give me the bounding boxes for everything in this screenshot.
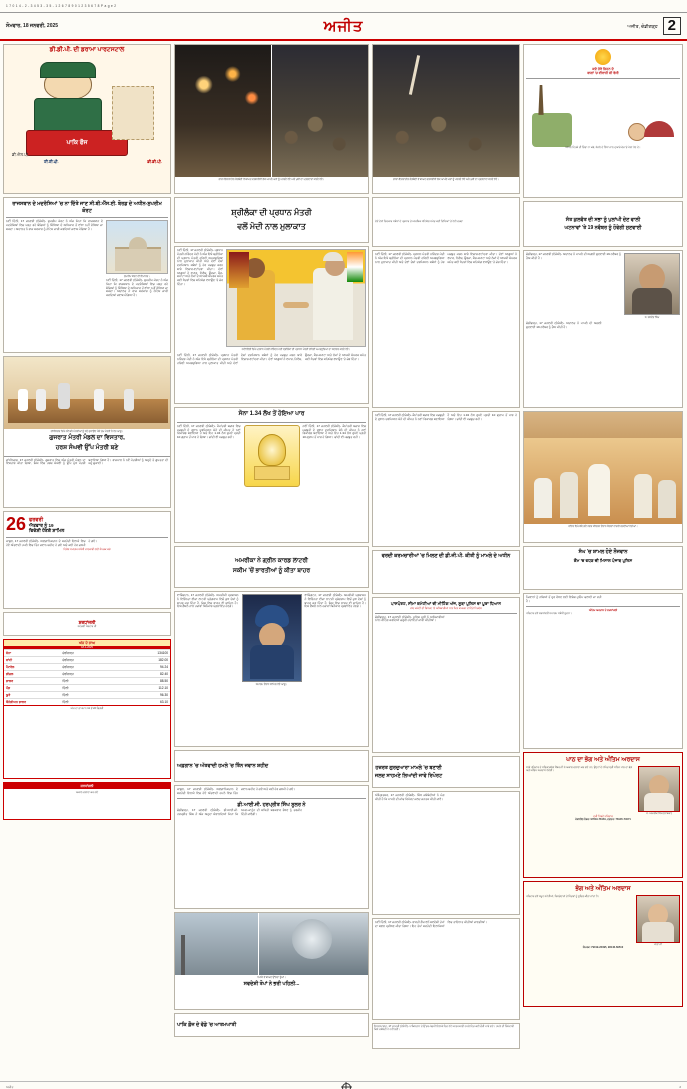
article-gujarat: [3, 356, 171, 508]
ad-bhog-1-phones: ਮੋਬਾਈਲ ਨੰਬਰ: 97819-78181, ਦਫ਼ਤਰ: 78145-74071: [575, 818, 631, 822]
article-bali-headline-1: ਵਰਦੀ ਕਰਮਚਾਰੀਆਂ 'ਚ ਮਿਲਣ ਦੀ ਡੀ.ਜੀ.ਪੀ. ਕੀਤੀ ਨੂੰ ਮਾਮਲੇ ਦੇ ਅਧੀਨ: [381, 553, 511, 559]
mourn-top-title: ਅੰਤਿਮ ਅਰਦਾਸ ਤੇ ਸ਼ਰਧਾਂਜਲੀ: [588, 608, 618, 612]
article-pak-headline: ਪਾਕਿ ਫ਼ੌਜ ਦੇ ਵੱਡੇ 'ਚ ਆਤਮਘਾਤੀ: [177, 1021, 237, 1028]
lead-kicker: ਦੋਵੇਂ ਦੇਸ਼ਾਂ ਵਿਚਕਾਰ ਸਬੰਧਾਂ ਦੇ ਪ੍ਰਸਾਰ ਤੇ ਆਰਥਿਕ ਸਹਿਯੋਗ ਸਮੇਤ ਕਈ ਵਿਸ਼ਿਆਂ 'ਤੇ ਹੋਈ ਚਰਚਾ: [375, 220, 464, 224]
barcode-text: 1 7 0 1 4 - 2 - 3 4 5 3 - 3 5 - 1 2 6 7 8 9 0 1 2 3 5 6 7 8 P a g e 2: [6, 4, 117, 8]
portrait-photo: [624, 253, 680, 315]
thought-text: ਆਪਣੇ ਵਿਹੜੇ ਦੀ ਚਿੰਤਾ ਨਾ ਕਰੋ, ਸੱਜਣੋ ਦੇ ਹਿੱਸਾ ਜਾਣ ਦੁਆਰੇ ਫੇਰ 'ਤੇ ਮੇਲਾ ਹੋਣ ਦੇ।: [565, 145, 641, 149]
lead-headline-line1: ਸ਼੍ਰੀਲੰਕਾ ਦੀ ਪ੍ਰਧਾਨ ਮੰਤਰੀ: [231, 208, 312, 217]
article-gurdwara-headline-2: ਜਲਦ ਸਾਹਮਣੇ ਲਿਆਂਦੀ ਜਾਵੇ ਰਿਪੋਰਟ: [375, 773, 443, 779]
photo-smoke: [175, 913, 258, 975]
masthead: [0, 13, 687, 41]
article-bali-subhead: ਜਾਂਚ ਕਮੇਟੀ ਦੀ ਰਿਪੋਰਟ 'ਤੇ ਅਧਿਕਾਰੀਆਂ ਨਾਲ ਮਿਲ ਕੇ ਕਰਨ ਦੇ ਦਿੱਤੇ ਨਿਰਦੇਸ਼: [410, 607, 482, 611]
cartoon-title: ਡੀ.ਡੀ.ਪੀ. ਦੀ ਡਰਾਮਾ ਪਾਰਟਸਟਾਲ: [49, 47, 125, 53]
ad-bhog-1-name: ਸ. ਅਮਰੀਕ ਸਿੰਘ (ਸਾਬਕਾ): [646, 812, 672, 815]
rates-row: [4, 684, 170, 691]
article-nri-headline-block: [174, 750, 369, 782]
footer-left: ਅਜੀਤ: [6, 1085, 14, 1089]
rate-value: 82.40: [160, 672, 168, 677]
lead-headline-block: [174, 197, 369, 243]
article-pak-body: ਇਸਲਾਮਾਬਾਦ, 17 ਜਨਵਰੀ (ਏਜੰਸੀ)- ਪਾਕਿਸਤਾਨ ਦੇ ਉੱਤਰ-ਪੱਛਮੀ ਇਲਾਕੇ ਵਿਚ ਹੋਏ ਆਤਮਘਾਤੀ ਹਮਲੇ ਵਿਚ ਕਈ ਫ਼ੌਜੀ ਮਾਰੇ ਗਏ। ਹਮਲੇ ਦੀ ਜ਼ਿੰਮੇਵਾਰੀ ਕਿਸੇ ਜਥੇਬੰਦੀ ਨੇ ਨਹੀਂ ਲਈ।: [374, 1025, 514, 1032]
article-gold-sidebar-body: ਨਵੀਂ ਦਿੱਲੀ, 17 ਜਨਵਰੀ (ਏਜੰਸੀ)- ਕੌਮਾਂਤਰੀ ਬਜ਼ਾਰ ਵਿਚ ਮਜ਼ਬੂਤੀ ਦੇ ਰੁਝਾਨ ਦਰਮਿਆਨ ਸੋਨੇ ਦੀ ਕੀਮਤ ਨੇ ਨਵਾਂ ਰਿਕਾਰਡ ਬਣਾਇਆ ਹੈ ਅਤੇ ਇਹ 1.34 ਲੱਖ ਰੁਪਏ ਪ੍ਰਤੀ 10 ਗ੍ਰਾਮ ਤੋਂ ਪਾਰ ਹੋ ਗਿਆ। ਚਾਂਦੀ ਵੀ ਮਜ਼ਬੂਤ ਰਹੀ।: [375, 413, 517, 421]
edition-label: ਅਜੀਤ, ਚੰਡੀਗੜ੍ਹ: [627, 23, 658, 29]
rate-city: ਦਿੱਲੀ: [62, 700, 69, 705]
cartoon-chair-label: ਪਾਕਿ ਫੌਜ: [66, 139, 88, 146]
ad-sangat-body-block: [523, 593, 683, 749]
page-footer: [0, 1081, 687, 1089]
rate-city: ਚੰਡੀਗੜ੍ਹ: [62, 658, 74, 663]
daily-rates-table: [3, 639, 171, 779]
article-gujarat-headline-2: ਹਰਸ਼ ਸੰਘਵੀ ਉੱਪ ਮੰਤਰੀ ਬਣੇ: [55, 444, 119, 451]
rate-name: ਚਾਂਦੀ: [6, 658, 13, 663]
photo-celebration-3: [373, 45, 519, 177]
date-line: ਸੋਮਵਾਰ, 18 ਜਨਵਰੀ, 2025: [6, 23, 59, 29]
ad-february-number: 26: [6, 514, 27, 534]
article-sant-headline-1: ਸੰਤ ਕੁਲਵੰਤ ਦੀ ਸਭਾ ਨੂੰ ਪੁਲਾਂਘੀ ਦੇਣ ਵਾਲੀ: [565, 216, 641, 223]
condolence-title: ਸ਼ਰਧਾਂਜਲੀ: [78, 619, 96, 625]
article-pak-body-block: [372, 1023, 520, 1049]
ad-february-note: ਵਿਸ਼ੇਸ਼ ਸਮਾਗਮ ਸਬੰਧੀ ਜਾਣਕਾਰੀ ਲਈ ਸੰਪਰਕ ਕਰੋ: [63, 547, 111, 551]
rates-title: ਅੱਜ ਦੇ ਭਾਅ: [4, 640, 170, 646]
rate-value: 134100: [157, 651, 168, 656]
condolence-name: ਸਵਰਗੀ ਸਰਦਾਰ ਜੀ: [77, 624, 97, 628]
ad-sangat-line2: ਕੌਮ 'ਚ ਵਧਣ ਦੀ ਮਿਸਾਲ ਪੰਜਾਬ ਪੁਲਿਸ: [573, 557, 633, 563]
footer-right: 2: [679, 1085, 681, 1089]
article-gold-body-2: ਨਵੀਂ ਦਿੱਲੀ, 17 ਜਨਵਰੀ (ਏਜੰਸੀ)- ਕੌਮਾਂਤਰੀ ਬਜ਼ਾਰ ਵਿਚ ਮਜ਼ਬੂਤੀ ਦੇ ਰੁਝਾਨ ਦਰਮਿਆਨ ਸੋਨੇ ਦੀ ਕੀਮਤ ਨੇ ਨਵਾਂ ਰਿਕਾਰਡ ਬਣਾਇਆ ਹੈ ਅਤੇ ਇਹ 1.34 ਲੱਖ ਰੁਪਏ ਪ੍ਰਤੀ 10 ਗ੍ਰਾਮ ਤੋਂ ਪਾਰ ਹੋ ਗਿਆ। ਚਾਂਦੀ ਵੀ ਮਜ਼ਬੂਤ ਰਹੀ।: [302, 423, 366, 440]
newspaper-logo: ਅਜੀਤ: [323, 17, 364, 35]
photo-celebration-2: [272, 45, 368, 177]
page-number: 2: [663, 17, 681, 35]
print-registration-bar: [0, 0, 687, 13]
lead-body-bottom: ਨਵੀਂ ਦਿੱਲੀ, 17 ਜਨਵਰੀ (ਏਜੰਸੀ)- ਪ੍ਰਧਾਨ ਮੰਤਰੀ ਨਰਿੰਦਰ ਮੋਦੀ ਨੇ ਅੱਜ ਇਥੇ ਸ਼੍ਰੀਲੰਕਾ ਦੀ ਪ੍ਰਧਾਨ ਮੰਤਰੀ ਹਰਿਣੀ ਅਮਰਸੂਰਿਆ ਨਾਲ ਮੁਲਾਕਾਤ ਕੀਤੀ ਅਤੇ ਦੋਵਾਂ ਦੇਸ਼ਾਂ ਦਰਮਿਆਨ ਸਬੰਧਾਂ ਨੂੰ ਹੋਰ ਮਜ਼ਬੂਤ ਕਰਨ ਬਾਰੇ ਵਿਚਾਰ-ਵਟਾਂਦਰਾ ਕੀਤਾ। ਦੋਵਾਂ ਆਗੂਆਂ ਨੇ ਵਪਾਰ, ਨਿਵੇਸ਼, ਊਰਜਾ, ਸੈਰ-ਸਪਾਟਾ ਅਤੇ ਲੋਕਾਂ ਦੇ ਆਪਸੀ ਸੰਪਰਕ ਸਮੇਤ ਕਈ ਖੇਤਰਾਂ ਵਿਚ ਸਹਿਯੋਗ ਵਧਾਉਣ 'ਤੇ ਜ਼ੋਰ ਦਿੱਤਾ।: [177, 353, 366, 365]
lead-sidebar-body: ਨਵੀਂ ਦਿੱਲੀ, 17 ਜਨਵਰੀ (ਏਜੰਸੀ)- ਪ੍ਰਧਾਨ ਮੰਤਰੀ ਨਰਿੰਦਰ ਮੋਦੀ ਨੇ ਅੱਜ ਇਥੇ ਸ਼੍ਰੀਲੰਕਾ ਦੀ ਪ੍ਰਧਾਨ ਮੰਤਰੀ ਹਰਿਣੀ ਅਮਰਸੂਰਿਆ ਨਾਲ ਮੁਲਾਕਾਤ ਕੀਤੀ ਅਤੇ ਦੋਵਾਂ ਦੇਸ਼ਾਂ ਦਰਮਿਆਨ ਸਬੰਧਾਂ ਨੂੰ ਹੋਰ ਮਜ਼ਬੂਤ ਕਰਨ ਬਾਰੇ ਵਿਚਾਰ-ਵਟਾਂਦਰਾ ਕੀਤਾ। ਦੋਵਾਂ ਆਗੂਆਂ ਨੇ ਵਪਾਰ, ਨਿਵੇਸ਼, ਊਰਜਾ, ਸੈਰ-ਸਪਾਟਾ ਅਤੇ ਲੋਕਾਂ ਦੇ ਆਪਸੀ ਸੰਪਰਕ ਸਮੇਤ ਕਈ ਖੇਤਰਾਂ ਵਿਚ ਸਹਿਯੋਗ ਵਧਾਉਣ 'ਤੇ ਜ਼ੋਰ ਦਿੱਤਾ।: [375, 252, 517, 264]
cartoon-foot-label: ਡੀ.ਡੀ.ਪੀ.: [147, 159, 162, 164]
article-gurdwara-headline-block: [372, 756, 520, 788]
lead-kicker-block: [372, 197, 520, 247]
ad-bhog-2: [523, 881, 683, 1007]
column-right: [523, 44, 683, 1078]
article-sant-body: ਚੰਡੀਗੜ੍ਹ, 17 ਜਨਵਰੀ (ਏਜੰਸੀ)- ਅਦਾਲਤ ਨੇ ਮਾਮਲੇ ਦੀ ਅਗਲੀ ਸੁਣਵਾਈ 19 ਨਵੰਬਰ ਨੂੰ ਤੈਅ ਕੀਤੀ ਹੈ।: [526, 252, 621, 260]
photo-celebration-1: [175, 45, 271, 177]
article-rajasthan: [3, 197, 171, 353]
rates-row: [4, 691, 170, 698]
procession-caption: ਸ਼ਹਿਰ ਵਿਖੇ ਕੱਢੇ ਗਏ ਨਗਰ ਕੀਰਤਨ ਦੌਰਾਨ ਸੰਗਤਾਂ ਹਾਜ਼ਰੀ ਭਰਦੀਆਂ ਹੋਈਆਂ।: [568, 525, 638, 528]
article-gold-headline: ਸੋਨਾ 1.34 ਲੱਖ ਤੋਂ ਹੋਇਆ ਪਾਰ: [238, 411, 305, 417]
notice-text: ਅਕਾਲ ਚਲਾਣਾ ਕਰ ਗਏ: [75, 791, 99, 794]
rates-row: [4, 677, 170, 684]
article-bali-body: ਚੰਡੀਗੜ੍ਹ, 17 ਜਨਵਰੀ (ਏਜੰਸੀ)- ਪੁਲਿਸ ਮੁਖੀ ਨੇ ਅਧਿਕਾਰੀਆਂ ਨਾਲ ਮੀਟਿੰਗ ਕਰਦਿਆਂ ਜ਼ਰੂਰੀ ਹਦਾਇਤਾਂ ਜਾਰੀ ਕੀਤੀਆਂ।: [375, 614, 445, 623]
article-gujarat-body: ਗਾਂਧੀਨਗਰ, 17 ਜਨਵਰੀ (ਏਜੰਸੀ)- ਗੁਜਰਾਤ ਵਿਚ ਅੱਜ ਮੰਤਰੀ ਮੰਡਲ ਦਾ ਵਿਸਤਾਰ ਕੀਤਾ ਗਿਆ, ਜਿਸ ਵਿਚ ਹਰਸ਼ ਸੰਘਵੀ ਨੂੰ ਉੱਪ ਮੁੱਖ ਮੰਤਰੀ ਬਣਾਇਆ ਗਿਆ ਹੈ। ਰਾਜਪਾਲ ਨੇ ਨਵੇਂ ਮੰਤਰੀਆਂ ਨੂੰ ਅਹੁਦੇ ਤੇ ਗੁਪਤਤਾ ਦੀ ਸਹੁੰ ਚੁਕਾਈ।: [6, 457, 168, 466]
gaza-photo-set: [174, 44, 369, 194]
rate-city: ਦਿੱਲੀ: [62, 686, 69, 691]
lead-photo-caption: ਨਵੀਂ ਦਿੱਲੀ ਵਿਖੇ ਪ੍ਰਧਾਨ ਮੰਤਰੀ ਨਰਿੰਦਰ ਮੋਦੀ ਸ਼੍ਰੀਲੰਕਾ ਦੀ ਪ੍ਰਧਾਨ ਮੰਤਰੀ ਹਰਿਣੀ ਅਮਰਸੂਰਿਆ ਦਾ ਸਵਾਗਤ ਕਰਦੇ ਹੋਏ।: [241, 348, 351, 351]
rates-row: [4, 663, 170, 670]
baba-photo-caption: ਸਮਾਗਮ ਦੌਰਾਨ ਸ਼ਾਮਿਲ ਹੋਏ ਆਗੂ।: [255, 683, 288, 686]
rates-footer: ਅੱਜ ਦਾ ਤਾਪਮਾਨ 11 ਤੋਂ 22 ਡਿਗਰੀ: [4, 705, 170, 711]
article-america-headline-block: [174, 546, 369, 588]
page-grid: [0, 41, 687, 1081]
portrait-caption: ਸ. ਜਸਵੰਤ ਸਿੰਘ: [644, 316, 660, 319]
rate-value: 112.10: [158, 686, 168, 691]
article-gurdwara-body: ਅੰਮ੍ਰਿਤਸਰ, 17 ਜਨਵਰੀ (ਏਜੰਸੀ)- ਸਿੱਖ ਜਥੇਬੰਦੀਆਂ ਨੇ ਮੰਗ ਕੀਤੀ ਹੈ ਕਿ ਮਾਮਲੇ ਦੀ ਜਾਂਚ ਰਿਪੋਰਟ ਜਲਦ ਜਨਤਕ ਕੀਤੀ ਜਾਵੇ।: [375, 793, 445, 801]
blast-photo-caption: ਧਮਾਕੇ ਤੋਂ ਬਾਅਦ ਉੱਠਦਾ ਧੂੰਆਂ।: [257, 976, 286, 979]
rate-value: 88.50: [160, 679, 168, 684]
rates-row: [4, 670, 170, 677]
rate-name: ਡੀਜ਼ਲ: [6, 672, 14, 677]
gaza-photo-caption: ਗਾਜ਼ਾ-ਇਜ਼ਰਾਈਲ ਜੰਗਬੰਦੀ ਤੋਂ ਬਾਅਦ ਫਲਸਤੀਨੀ ਲੋਕ ਆਪਣੇ ਘਰਾਂ ਨੂੰ ਪਰਤਦੇ ਹੋਏ ਅਤੇ ਖੁਸ਼ੀ ਦਾ ਪ੍ਰਗਟਾਵਾ ਕਰਦੇ ਹੋਏ।: [218, 178, 325, 181]
ad-condolence-small: [3, 612, 171, 636]
lead-sidebar-text: [372, 250, 520, 408]
rate-name: ਪੈਟਰੋਲ: [6, 665, 15, 670]
gujarat-photo-caption: ਗਾਂਧੀਨਗਰ ਵਿਖੇ ਨਵੇਂ ਬਣੇ ਮੰਤਰੀਆਂ ਨੂੰ ਸਹੁੰ ਚੁਕਾਉਣ ਮੌਕੇ ਮੁੱਖ ਮੰਤਰੀ ਤੇ ਹੋਰ ਆਗੂ।: [50, 430, 124, 433]
article-sant-body-2: ਚੰਡੀਗੜ੍ਹ, 17 ਜਨਵਰੀ (ਏਜੰਸੀ)- ਅਦਾਲਤ ਨੇ ਮਾਮਲੇ ਦੀ ਅਗਲੀ ਸੁਣਵਾਈ 19 ਨਵੰਬਰ ਨੂੰ ਤੈਅ ਕੀਤੀ ਹੈ।: [526, 321, 602, 329]
rate-city: ਦਿੱਲੀ: [62, 693, 69, 698]
ad-february-line1: ਐਤਵਾਰ ਨੂੰ 19: [29, 522, 54, 528]
rate-city: ਦਿੱਲੀ: [62, 679, 69, 684]
rate-value: 94.24: [160, 665, 168, 670]
cartoon-small-label: ਟੀ.ਟੀ.ਪੀ.: [44, 159, 59, 164]
article-america-headline-1: ਅਮਰੀਕਾ ਨੇ ਗ੍ਰੀਨ ਕਾਰਡ ਲਾਟਰੀ: [235, 558, 308, 565]
article-america-body: ਵਾਸ਼ਿੰਗਟਨ, 17 ਜਨਵਰੀ (ਏਜੰਸੀ)- ਅਮਰੀਕੀ ਪ੍ਰਸ਼ਾਸਨ ਨੇ ਵਿਭਿੰਨਤਾ ਵੀਜ਼ਾ ਲਾਟਰੀ ਪ੍ਰੋਗਰਾਮ ਵਿਚੋਂ ਕੁਝ ਦੇਸ਼ਾਂ ਨੂੰ ਬਾਹਰ ਕਰ ਦਿੱਤਾ ਹੈ, ਜਿਸ ਵਿਚ ਭਾਰਤ ਵੀ ਸ਼ਾਮਿਲ ਹੈ। ਇਸ ਫ਼ੈਸਲੇ ਨਾਲ ਹਜ਼ਾਰਾਂ ਬਿਨੈਕਾਰ ਪ੍ਰਭਾਵਿਤ ਹੋਣਗੇ।: [177, 593, 239, 609]
column-center-right: [372, 44, 520, 1078]
article-rajasthan-body-2: ਨਵੀਂ ਦਿੱਲੀ, 17 ਜਨਵਰੀ (ਏਜੰਸੀ)- ਸੁਪਰੀਮ ਕੋਰਟ ਨੇ ਅੱਜ ਕਿਹਾ ਕਿ ਰਾਜਸਥਾਨ ਦੇ ਮਦਰੱਸਿਆਂ ਵਿਚ ਪੜ੍ਹ ਰਹੇ ਬੱਚਿਆਂ ਨੂੰ ਸਿੱਖਿਆ ਦੇ ਅਧਿਕਾਰ ਤੋਂ ਵਾਂਝਾ ਨਹੀਂ ਰੱਖਿਆ ਜਾ ਸਕਦਾ। ਅਦਾਲਤ ਨੇ ਰਾਜ ਸਰਕਾਰ ਨੂੰ ਨੋਟਿਸ ਜਾਰੀ ਕਰਦਿਆਂ ਜਵਾਬ ਮੰਗਿਆ ਹੈ।: [106, 278, 168, 297]
article-america-body-2: ਵਾਸ਼ਿੰਗਟਨ, 17 ਜਨਵਰੀ (ਏਜੰਸੀ)- ਅਮਰੀਕੀ ਪ੍ਰਸ਼ਾਸਨ ਨੇ ਵਿਭਿੰਨਤਾ ਵੀਜ਼ਾ ਲਾਟਰੀ ਪ੍ਰੋਗਰਾਮ ਵਿਚੋਂ ਕੁਝ ਦੇਸ਼ਾਂ ਨੂੰ ਬਾਹਰ ਕਰ ਦਿੱਤਾ ਹੈ, ਜਿਸ ਵਿਚ ਭਾਰਤ ਵੀ ਸ਼ਾਮਿਲ ਹੈ। ਇਸ ਫ਼ੈਸਲੇ ਨਾਲ ਹਜ਼ਾਰਾਂ ਬਿਨੈਕਾਰ ਪ੍ਰਭਾਵਿਤ ਹੋਣਗੇ।: [304, 593, 366, 609]
ad-bhog-2-title: ਭੋਗ ਅਤੇ ਅੰਤਿਮ ਅਰਦਾਸ: [575, 886, 631, 892]
ad-sangat-line1: ਸੰਘ 'ਚ ਸ਼ਾਮਲ ਹੋਏ ਨੌਜਵਾਨ: [578, 549, 628, 555]
ad-sangat-headline-block: [523, 546, 683, 590]
rate-value: 96.30: [160, 693, 168, 698]
article-gold-body: ਨਵੀਂ ਦਿੱਲੀ, 17 ਜਨਵਰੀ (ਏਜੰਸੀ)- ਕੌਮਾਂਤਰੀ ਬਜ਼ਾਰ ਵਿਚ ਮਜ਼ਬੂਤੀ ਦੇ ਰੁਝਾਨ ਦਰਮਿਆਨ ਸੋਨੇ ਦੀ ਕੀਮਤ ਨੇ ਨਵਾਂ ਰਿਕਾਰਡ ਬਣਾਇਆ ਹੈ ਅਤੇ ਇਹ 1.34 ਲੱਖ ਰੁਪਏ ਪ੍ਰਤੀ 10 ਗ੍ਰਾਮ ਤੋਂ ਪਾਰ ਹੋ ਗਿਆ। ਚਾਂਦੀ ਵੀ ਮਜ਼ਬੂਤ ਰਹੀ।: [177, 423, 241, 440]
photo-blast: [259, 913, 368, 975]
article-gold-sidebar: [372, 411, 520, 547]
rate-name: ਸੋਨਾ: [6, 651, 12, 656]
lead-body-col1: ਨਵੀਂ ਦਿੱਲੀ, 17 ਜਨਵਰੀ (ਏਜੰਸੀ)- ਪ੍ਰਧਾਨ ਮੰਤਰੀ ਨਰਿੰਦਰ ਮੋਦੀ ਨੇ ਅੱਜ ਇਥੇ ਸ਼੍ਰੀਲੰਕਾ ਦੀ ਪ੍ਰਧਾਨ ਮੰਤਰੀ ਹਰਿਣੀ ਅਮਰਸੂਰਿਆ ਨਾਲ ਮੁਲਾਕਾਤ ਕੀਤੀ ਅਤੇ ਦੋਵਾਂ ਦੇਸ਼ਾਂ ਦਰਮਿਆਨ ਸਬੰਧਾਂ ਨੂੰ ਹੋਰ ਮਜ਼ਬੂਤ ਕਰਨ ਬਾਰੇ ਵਿਚਾਰ-ਵਟਾਂਦਰਾ ਕੀਤਾ। ਦੋਵਾਂ ਆਗੂਆਂ ਨੇ ਵਪਾਰ, ਨਿਵੇਸ਼, ਊਰਜਾ, ਸੈਰ-ਸਪਾਟਾ ਅਤੇ ਲੋਕਾਂ ਦੇ ਆਪਸੀ ਸੰਪਰਕ ਸਮੇਤ ਕਈ ਖੇਤਰਾਂ ਵਿਚ ਸਹਿਯੋਗ ਵਧਾਉਣ 'ਤੇ ਜ਼ੋਰ ਦਿੱਤਾ।: [177, 248, 223, 286]
rate-value: 182.00: [158, 658, 168, 663]
sun-icon: [595, 49, 611, 65]
rate-name: ਪੌਂਡ: [6, 686, 11, 691]
column-center-left: [174, 44, 369, 1078]
notice-title: ਸ਼ਰਧਾਂਜਲੀ: [4, 783, 170, 789]
article-gurdwara-body-block: [372, 791, 520, 915]
cartoon-under-label: ਡੀ.ਐਲ.ਪੀ.: [12, 152, 30, 157]
lead-headline-line2: ਵਲੋਂ ਮੋਦੀ ਨਾਲ ਮੁਲਾਕਾਤ: [237, 222, 306, 231]
ad-bhog-1-family: ਦੁਖੀ ਹਿਰਦੇ ਪਰਿਵਾਰ: [593, 815, 613, 819]
mourn-top-body: ਪਰਿਵਾਰ ਵਲੋਂ ਸ਼ਰਧਾਂਜਲੀ ਸਮਾਗਮ ਸਬੰਧੀ ਸੂਚਨਾ।: [526, 611, 573, 615]
article-dig-body: ਚੰਡੀਗੜ੍ਹ, 17 ਜਨਵਰੀ (ਏਜੰਸੀ)- ਡੀ.ਆਈ.ਜੀ. ਹਰਪ੍ਰੀਤ ਸਿੰਘ ਨੇ ਅੱਜ ਅਹੁਦਾ ਸੰਭਾਲਦਿਆਂ ਕਿਹਾ ਕਿ ਅਮਨ-ਕਾਨੂੰਨ ਦੀ ਸਥਿਤੀ ਬਰਕਰਾਰ ਰੱਖਣ ਨੂੰ ਤਰਜੀਹ ਦਿੱਤੀ ਜਾਵੇਗੀ।: [177, 808, 302, 816]
blast-photo-block: [174, 912, 369, 1010]
ad-february-body: ਕਾਬੁਲ, 17 ਜਨਵਰੀ (ਏਜੰਸੀ)- ਅਫ਼ਗਾਨਿਸਤਾਨ ਦੇ ਸਰਹੱਦੀ ਇਲਾਕੇ ਵਿਚ ਹੋਏ ਅੱਤਵਾਦੀ ਹਮਲੇ ਵਿਚ ਤਿੰਨ ਜਵਾਨ ਸ਼ਹੀਦ ਹੋ ਗਏ ਅਤੇ ਕਈ ਹੋਰ ਜ਼ਖ਼ਮੀ ਹੋ ਗਏ।: [6, 539, 98, 547]
photo-celebration-3-block: [372, 44, 520, 194]
article-bali-body-block: [372, 597, 520, 753]
rates-row: [4, 656, 170, 663]
article-sant-headline-2: ਘਟਨਾਵਾਂ 'ਤੇ 19 ਨਵੰਬਰ ਨੂੰ ਹੋਵੇਗੀ ਸੁਣਵਾਈ: [564, 225, 642, 231]
ad-bhog-1-title: ਪਾਠ ਦਾ ਭੋਗ ਅਤੇ ਅੰਤਿਮ ਅਰਦਾਸ: [566, 757, 640, 763]
ad-sangat-body: ਨੌਜਵਾਨਾਂ ਨੂੰ ਨਸ਼ਿਆਂ ਤੋਂ ਦੂਰ ਰੱਖਣ ਲਈ ਵਿਸ਼ੇਸ਼ ਮੁਹਿੰਮ ਚਲਾਈ ਜਾ ਰਹੀ ਹੈ।: [526, 595, 602, 603]
rates-row: [4, 649, 170, 656]
rate-city: ਚੰਡੀਗੜ੍ਹ: [62, 672, 74, 677]
ad-bhog-1-portrait: [638, 766, 680, 812]
rate-city: ਚੰਡੀਗੜ੍ਹ: [62, 665, 74, 670]
registration-mark-icon: [342, 1083, 351, 1089]
ad-february-month: ਫਰਵਰੀ: [29, 516, 44, 523]
article-nri-body: ਕਾਬੁਲ, 17 ਜਨਵਰੀ (ਏਜੰਸੀ)- ਅਫ਼ਗਾਨਿਸਤਾਨ ਦੇ ਸਰਹੱਦੀ ਇਲਾਕੇ ਵਿਚ ਹੋਏ ਅੱਤਵਾਦੀ ਹਮਲੇ ਵਿਚ ਤਿੰਨ ਜਵਾਨ ਸ਼ਹੀਦ ਹੋ ਗਏ ਅਤੇ ਕਈ ਹੋਰ ਜ਼ਖ਼ਮੀ ਹੋ ਗਏ।: [177, 787, 296, 795]
quote-line-1: ਕਦੇ ਤੇਰੇ ਜਿਹਨ ਦੇ: [592, 67, 614, 71]
rate-name: ਕੈਨੇਡੀਅਨ ਡਾਲਰ: [6, 700, 26, 705]
rate-name: ਯੂਰੋ: [6, 693, 11, 698]
article-sant-body-block: [523, 250, 683, 408]
article-gujarat-headline-1: ਗੁਜਰਾਤ ਮੰਤਰੀ ਮੰਡਲ ਦਾ ਵਿਸਤਾਰ,: [49, 435, 125, 441]
article-swadeshi-body: ਨਵੀਂ ਦਿੱਲੀ, 17 ਜਨਵਰੀ (ਏਜੰਸੀ)- ਭਾਰਤੀ ਫ਼ੌਜ ਵਲੋਂ ਸਵਦੇਸ਼ੀ ਤੋਪਾਂ ਦਾ ਸਫ਼ਲ ਪ੍ਰੀਖਣ ਕੀਤਾ ਗਿਆ। ਇਹ ਤੋਪਾਂ ਸਰਹੱਦੀ ਇਲਾਕਿਆਂ ਵਿਚ ਤਾਇਨਾਤ ਕੀਤੀਆਂ ਜਾਣਗੀਆਂ।: [375, 920, 488, 928]
rates-date: 18-1-2025: [4, 646, 170, 649]
thought-of-day: [523, 44, 683, 198]
article-america-headline-2: ਸਕੀਮ 'ਚੋਂ ਭਾਰਤੀਆਂ ਨੂੰ ਕੀਤਾ ਬਾਹਰ: [232, 568, 311, 574]
article-rajasthan-headline: ਰਾਜਸਥਾਨ ਦੇ ਮਦਰੱਸਿਆਂ 'ਚ ਨਾ ਦਿੱਤੇ ਜਾਣ ਸੀ.ਬੀ.ਐੱਸ.ਈ. ਬੋਰਡ ਦੇ ਅਧੀਨ-ਸੁਪਰੀਮ ਕੋਰਟ: [12, 201, 162, 214]
article-nri-body-block: [174, 785, 369, 909]
column-left: [3, 44, 171, 1078]
rates-row: [4, 698, 170, 705]
article-pak-headline-block: [174, 1013, 369, 1037]
article-gold: [174, 407, 369, 543]
article-swadeshi-body-block: [372, 918, 520, 1020]
ad-february-event: [3, 511, 171, 609]
article-swadeshi-headline: ਸਵਦੇਸ਼ੀ ਤੋਪਾਂ ਨੇ ਭਰੀ ਪਹਿਲੀ...: [243, 981, 300, 987]
procession-photo-block: [523, 411, 683, 543]
article-america-body-block: [174, 591, 369, 747]
article-nri-headline: ਅਫ਼ਗਾਨ 'ਚ ਅੱਤਵਾਦੀ ਹਮਲੇ 'ਚ ਤਿੰਨ ਜਵਾਨ ਸ਼ਹੀਦ: [177, 762, 269, 769]
ad-bhog-2-phones: ਸੰਪਰਕ: 79019-22395, 98146-69510: [582, 946, 624, 950]
ad-bhog-1-body: ਸਾਡੇ ਪਰਿਵਾਰ ਦੇ ਸਤਿਕਾਰਯੋਗ ਮੈਂਬਰ ਜੀ ਜੋ ਅਕਾਲ ਚਲਾਣਾ ਕਰ ਗਏ ਹਨ, ਉਨ੍ਹਾਂ ਦੇ ਨਮਿਤ ਸ੍ਰੀ ਸਹਿਜ ਪਾਠ ਦਾ ਭੋਗ ਅਤੇ ਅੰਤਿਮ ਅਰਦਾਸ ਹੋਵੇਗੀ।: [526, 766, 633, 773]
ad-bhog-2-portrait: [636, 895, 680, 943]
ad-bhog-2-body: ਪਰਿਵਾਰ ਵਲੋਂ ਸਮੂਹ ਸਨੇਹੀਆਂ, ਰਿਸ਼ਤੇਦਾਰਾਂ ਤੇ ਮਿੱਤਰਾਂ ਨੂੰ ਸੂਚਿਤ ਕੀਤਾ ਜਾਂਦਾ ਹੈ।: [526, 895, 600, 898]
ad-february-line2: ਵਿਦੇਸ਼ੀ ਹੋਣਗੇ ਸ਼ਾਮਿਲ: [29, 527, 65, 533]
editorial-cartoon: [3, 44, 171, 194]
quote-line-2: ਬਾਗਾਂ 'ਚ ਵੀਰਾਨੀ ਸੀ ਵੱਸੀ: [587, 71, 619, 76]
article-bali-headline-2: ਪਾਸਪੋਰਟ, ਸੀਮਾ ਕਮੇਟੀਆਂ ਦੀ ਮੀਟਿੰਗ ਅੱਜ, ਸੂਬਾ ਪੁਲਿਸ ਦਾ ਪੂਰਾ ਧਿਆਨ: [391, 601, 501, 606]
court-photo-caption: ਸੁਪਰੀਮ ਕੋਰਟ ਦੀ ਇਮਾਰਤ।: [124, 275, 150, 278]
rate-value: 63.10: [160, 700, 168, 705]
rate-name: ਡਾਲਰ: [6, 679, 14, 684]
photo-procession: [524, 412, 682, 524]
article-bali-headline-block: [372, 550, 520, 594]
article-gurdwara-headline-1: ਹਜ਼ਰਤ ਗੁਰਦੁਆਰਾ ਮਾਮਲੇ 'ਚ ਬਣਾਈ: [375, 764, 442, 771]
photo-3-caption: ਗਾਜ਼ਾ-ਇਜ਼ਰਾਈਲ ਜੰਗਬੰਦੀ ਤੋਂ ਬਾਅਦ ਫਲਸਤੀਨੀ ਲੋਕ ਆਪਣੇ ਘਰਾਂ ਨੂੰ ਪਰਤਦੇ ਹੋਏ ਅਤੇ ਖੁਸ਼ੀ ਦਾ ਪ੍ਰਗਟਾਵਾ ਕਰਦੇ ਹੋਏ।: [393, 178, 499, 181]
ad-notice-bottom: [3, 782, 171, 820]
article-rajasthan-body: ਨਵੀਂ ਦਿੱਲੀ, 17 ਜਨਵਰੀ (ਏਜੰਸੀ)- ਸੁਪਰੀਮ ਕੋਰਟ ਨੇ ਅੱਜ ਕਿਹਾ ਕਿ ਰਾਜਸਥਾਨ ਦੇ ਮਦਰੱਸਿਆਂ ਵਿਚ ਪੜ੍ਹ ਰਹੇ ਬੱਚਿਆਂ ਨੂੰ ਸਿੱਖਿਆ ਦੇ ਅਧਿਕਾਰ ਤੋਂ ਵਾਂਝਾ ਨਹੀਂ ਰੱਖਿਆ ਜਾ ਸਕਦਾ। ਅਦਾਲਤ ਨੇ ਰਾਜ ਸਰਕਾਰ ਨੂੰ ਨੋਟਿਸ ਜਾਰੀ ਕਰਦਿਆਂ ਜਵਾਬ ਮੰਗਿਆ ਹੈ।: [6, 219, 103, 231]
ad-bhog-2-name: ਮਾਤਾ ਜੀ: [653, 943, 663, 946]
article-dig-headline: ਡੀ.ਆਈ.ਜੀ. ਹਰਪ੍ਰੀਤ ਸਿੰਘ ਸੂਲਰ ਨੇ: [237, 801, 306, 808]
ad-bhog-1: [523, 752, 683, 878]
article-sant-headline-block: [523, 201, 683, 247]
rate-city: ਚੰਡੀਗੜ੍ਹ: [62, 651, 74, 656]
lead-article: [174, 246, 369, 404]
